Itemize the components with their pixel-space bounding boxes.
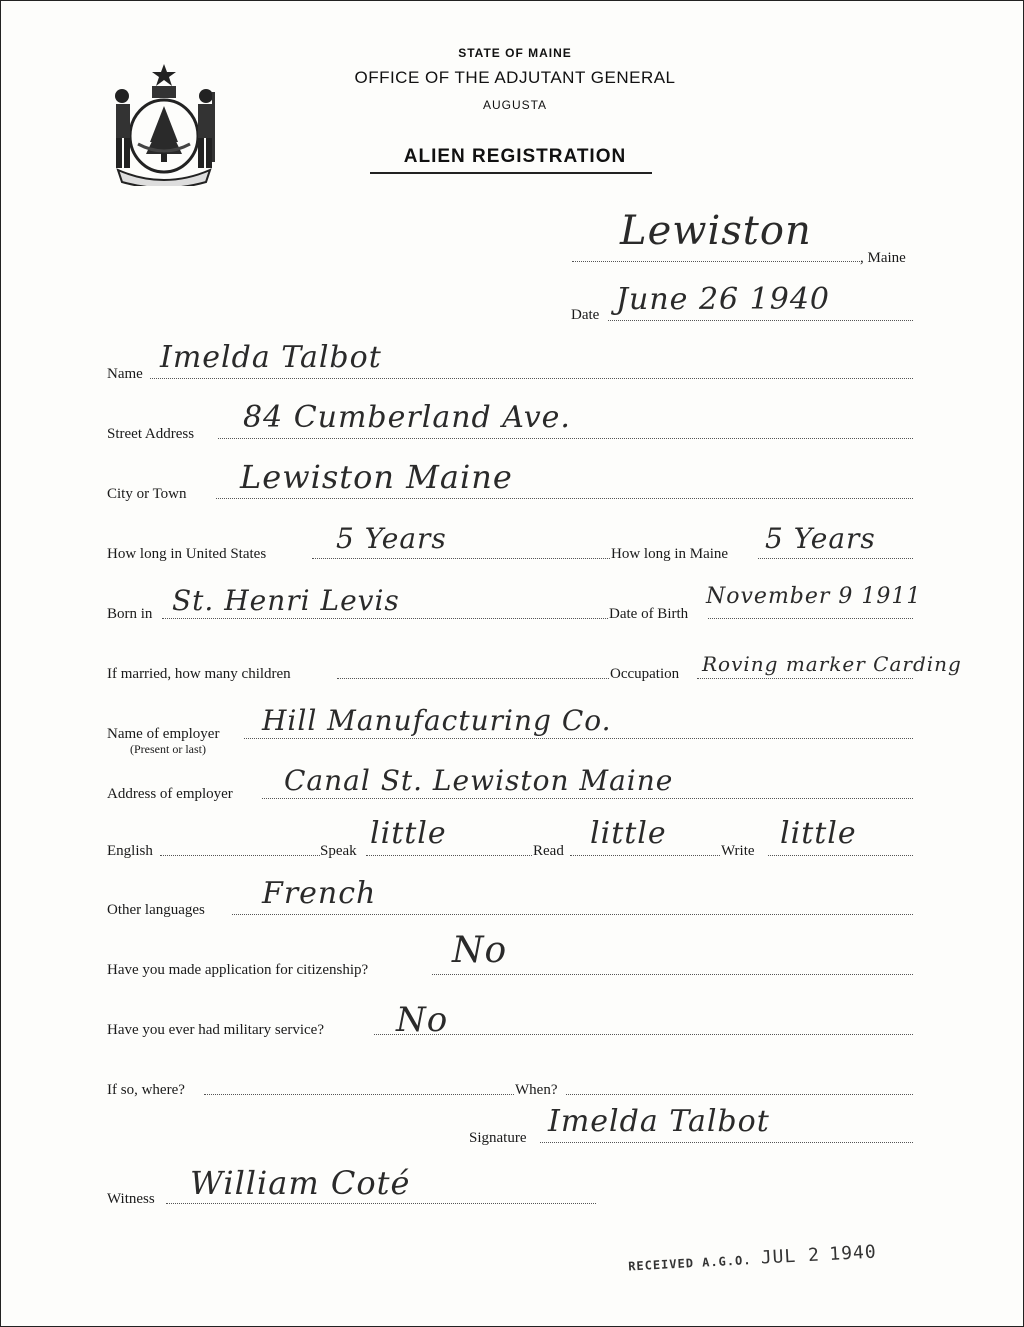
dob-value[interactable]: November 9 1911 xyxy=(706,584,922,609)
street-value[interactable]: 84 Cumberland Ave. xyxy=(243,400,571,435)
where-line xyxy=(204,1094,514,1095)
where-label: If so, where? xyxy=(107,1082,185,1098)
read-line xyxy=(570,855,720,856)
state-heading: STATE OF MAINE xyxy=(458,46,572,60)
street-line xyxy=(218,438,913,439)
date-label: Date xyxy=(571,307,600,323)
stamp-year: 1940 xyxy=(828,1241,878,1265)
signature-label: Signature xyxy=(469,1130,527,1146)
signature-value[interactable]: Imelda Talbot xyxy=(548,1104,770,1139)
form-title: ALIEN REGISTRATION xyxy=(403,146,627,167)
stamp-text: RECEIVED A.G.O. xyxy=(627,1253,752,1274)
town-line xyxy=(216,498,913,499)
employer-address-value[interactable]: Canal St. Lewiston Maine xyxy=(284,764,674,797)
born-line xyxy=(162,618,608,619)
other-languages-label: Other languages xyxy=(107,902,205,918)
us-years-label: How long in United States xyxy=(107,546,267,562)
name-label: Name xyxy=(107,366,143,382)
town-label: City or Town xyxy=(107,486,187,502)
employer-sublabel: (Present or last) xyxy=(130,742,206,756)
city-heading: AUGUSTA xyxy=(482,98,548,112)
military-value[interactable]: No xyxy=(396,1000,449,1040)
born-value[interactable]: St. Henri Levis xyxy=(172,584,400,617)
maine-years-label: How long in Maine xyxy=(611,546,729,562)
occupation-label: Occupation xyxy=(610,666,680,682)
speak-label: Speak xyxy=(320,843,357,859)
employer-label: Name of employer xyxy=(107,726,220,742)
date-line xyxy=(608,320,913,321)
occupation-line xyxy=(697,678,913,679)
children-line xyxy=(337,678,609,679)
name-value[interactable]: Imelda Talbot xyxy=(160,340,382,375)
title-underline xyxy=(370,172,652,174)
when-label: When? xyxy=(515,1082,558,1098)
stamp-date: JUL 2 xyxy=(760,1244,821,1269)
dob-label: Date of Birth xyxy=(609,606,689,622)
citizenship-value[interactable]: No xyxy=(452,930,508,971)
employer-value[interactable]: Hill Manufacturing Co. xyxy=(262,704,612,737)
military-label: Have you ever had military service? xyxy=(107,1022,324,1038)
speak-line xyxy=(366,855,532,856)
us-years-value[interactable]: 5 Years xyxy=(336,522,447,555)
other-languages-line xyxy=(232,914,913,915)
city-value[interactable]: Lewiston xyxy=(620,208,812,254)
citizenship-label: Have you made application for citizenship? xyxy=(107,962,369,978)
english-label: English xyxy=(107,843,153,859)
signature-line xyxy=(540,1142,913,1143)
children-label: If married, how many children xyxy=(107,666,291,682)
write-label: Write xyxy=(721,843,755,859)
employer-line xyxy=(244,738,913,739)
maine-years-line xyxy=(758,558,913,559)
city-suffix: , Maine xyxy=(860,250,906,266)
name-line xyxy=(150,378,913,379)
other-languages-value[interactable]: French xyxy=(262,876,377,911)
military-line xyxy=(374,1034,913,1035)
office-heading: OFFICE OF THE ADJUTANT GENERAL xyxy=(354,68,676,87)
maine-years-value[interactable]: 5 Years xyxy=(765,522,876,555)
when-line xyxy=(566,1094,913,1095)
dob-line xyxy=(708,618,913,619)
speak-value[interactable]: little xyxy=(370,816,447,851)
witness-label: Witness xyxy=(107,1191,155,1207)
city-line xyxy=(572,261,860,262)
witness-value[interactable]: William Coté xyxy=(190,1164,411,1202)
us-years-line xyxy=(312,558,610,559)
citizenship-line xyxy=(432,974,913,975)
write-line xyxy=(768,855,913,856)
date-value[interactable]: June 26 1940 xyxy=(616,282,831,317)
write-value[interactable]: little xyxy=(780,816,857,851)
town-value[interactable]: Lewiston Maine xyxy=(240,458,513,496)
employer-address-line xyxy=(262,798,913,799)
read-label: Read xyxy=(533,843,564,859)
street-label: Street Address xyxy=(107,426,195,442)
witness-line xyxy=(166,1203,596,1204)
read-value[interactable]: little xyxy=(590,816,667,851)
occupation-value[interactable]: Roving marker Carding xyxy=(702,652,962,676)
state-seal-icon xyxy=(108,62,220,186)
employer-address-label: Address of employer xyxy=(107,786,233,802)
born-label: Born in xyxy=(107,606,153,622)
english-line xyxy=(160,855,320,856)
